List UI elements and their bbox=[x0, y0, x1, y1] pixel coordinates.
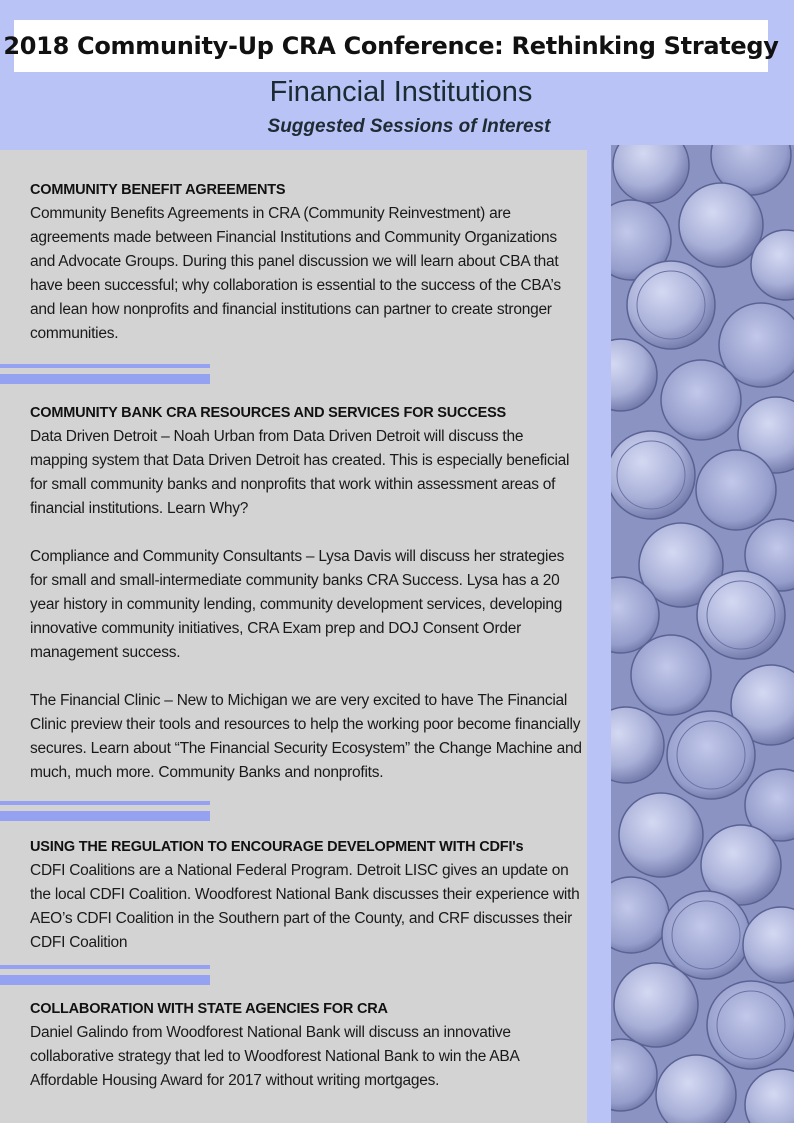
divider-thin-bar bbox=[0, 801, 210, 805]
session-title: COMMUNITY BANK CRA RESOURCES AND SERVICES FOR SUCCESS bbox=[30, 405, 507, 421]
session-description-data-driven-detroit: Data Driven Detroit – Noah Urban from Data Driven Detroit will discuss the mapping system that Data Driven Detroit has created. This is especially beneficial for small community banks and nonprofits that work within assessment areas of financial institutions. Learn Why? bbox=[30, 428, 570, 517]
session-community-bank-cra-resources bbox=[30, 401, 582, 785]
session-using-the-regulation-cdfi bbox=[30, 835, 582, 955]
coins-illustration bbox=[611, 145, 794, 1123]
session-title: COMMUNITY BENEFIT AGREEMENTS bbox=[30, 182, 286, 198]
session-description: CDFI Coalitions are a National Federal Program. Detroit LISC gives an update on the local CDFI Coalition. Woodforest National Bank discusses their experience with AEO’s CDFI Coalition in the Southern part of the County, and CRF discusses their CDFI Coalition bbox=[30, 862, 580, 951]
session-description: Community Benefits Agreements in CRA (Community Reinvestment) are agreements made between Financial Institutions and Community Organizations and Advocate Groups. During this panel discussion we will learn about CBA that have been successful; why collaboration is essential to the success of the CBA’s and lean how nonprofits and financial institutions can partner to create stronger communities. bbox=[30, 205, 561, 342]
conference-title-box bbox=[3, 20, 779, 72]
session-community-benefit-agreements bbox=[30, 178, 582, 346]
tagline-text: Suggested Sessions of Interest bbox=[267, 116, 551, 137]
page-subtitle bbox=[0, 76, 794, 109]
divider-thin-bar bbox=[0, 364, 210, 368]
divider-thick-bar bbox=[0, 975, 210, 985]
divider-thick-bar bbox=[0, 811, 210, 821]
session-description-compliance-consultants: Compliance and Community Consultants – Lysa Davis will discuss her strategies for small and small-intermediate community banks CRA Success. Lysa has a 20 year history in community lending, community development services, developing innovative community initiatives, CRA Exam prep and DOJ Consent Order management success. bbox=[30, 548, 565, 661]
session-title: COLLABORATION WITH STATE AGENCIES FOR CRA bbox=[30, 1001, 388, 1017]
section-divider-1 bbox=[0, 364, 210, 384]
section-divider-3 bbox=[0, 965, 210, 985]
subtitle-text: Financial Institutions bbox=[269, 76, 533, 108]
session-description-financial-clinic: The Financial Clinic – New to Michigan we are very excited to have The Financial Clinic preview their tools and resources to help the working poor become financially secures. Learn about “The Financial Security Ecosystem” the Change Machine and much, much more. Community Banks and nonprofits. bbox=[30, 692, 582, 781]
section-divider-2 bbox=[0, 801, 210, 821]
page-tagline bbox=[0, 116, 794, 138]
coins-photo bbox=[611, 145, 794, 1123]
divider-thick-bar bbox=[0, 374, 210, 384]
conference-title: 2018 Community-Up CRA Conference: Rethinking Strategy bbox=[3, 32, 779, 60]
divider-thin-bar bbox=[0, 965, 210, 969]
session-title: USING THE REGULATION TO ENCOURAGE DEVELOPMENT WITH CDFI's bbox=[30, 839, 524, 855]
session-description: Daniel Galindo from Woodforest National Bank will discuss an innovative collaborative strategy that led to Woodforest National Bank to win the ABA Affordable Housing Award for 2017 without writing mortgages. bbox=[30, 1024, 519, 1089]
session-collaboration-with-state-agencies bbox=[30, 997, 582, 1093]
